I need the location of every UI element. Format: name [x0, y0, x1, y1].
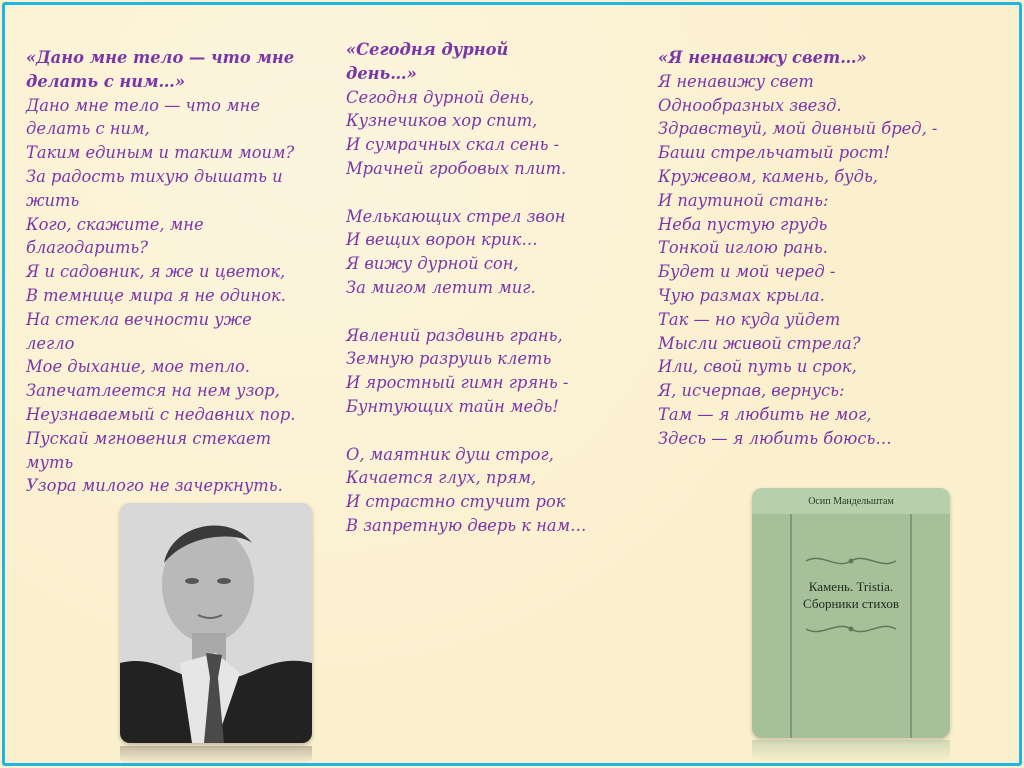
poem-line: Я и садовник, я же и цветок,	[26, 262, 286, 282]
portrait-drawing	[120, 503, 312, 743]
poem-line: легло	[26, 333, 75, 353]
poem-line: Узора милого не зачеркнуть.	[26, 476, 283, 496]
poem-line: Здесь — я любить боюсь…	[658, 428, 892, 448]
poem-line: Неба пустую грудь	[658, 214, 828, 234]
poem-line: Таким единым и таким моим?	[26, 143, 295, 163]
poem-line: Качается глух, прям,	[346, 468, 537, 488]
poem-line: Чую размах крыла.	[658, 285, 825, 305]
book-author: Осип Мандельштам	[808, 496, 894, 507]
poem-line: Кружевом, камень, будь,	[658, 166, 878, 186]
poem-line: За радость тихую дышать и	[26, 166, 283, 186]
book-title-line: Камень. Tristia.	[808, 579, 894, 594]
poem-line: Однообразных звезд.	[658, 95, 842, 115]
poem-line: И вещих ворон крик…	[346, 230, 538, 250]
portrait-reflection	[120, 746, 312, 764]
poem-title-line: «Я ненавижу свет…»	[658, 48, 867, 67]
poem-line: Мелькающих стрел звон	[346, 206, 566, 226]
poem-line: Явлений раздвинь грань,	[346, 325, 563, 345]
poem-line: благодарить?	[26, 238, 149, 258]
poem-title-line: делать с ним…»	[26, 71, 186, 91]
poem-line: И паутиной стань:	[658, 190, 829, 210]
ornament-icon	[802, 552, 900, 570]
poem-line: Мое дыхание, мое тепло.	[26, 357, 250, 377]
cover-border-line	[790, 514, 792, 738]
poem-line: Здравствуй, мой дивный бред, -	[658, 119, 938, 139]
poem-line: делать с ним,	[26, 119, 150, 139]
poem-line: Или, свой путь и срок,	[658, 357, 857, 377]
book-cover	[752, 488, 950, 738]
poem-line: Неузнаваемый с недавних пор.	[26, 404, 296, 424]
poem-line: Я вижу дурной сон,	[346, 254, 519, 274]
book-title-line: Сборники стихов	[803, 596, 899, 611]
poem-column-1	[26, 46, 295, 498]
cover-reflection	[752, 740, 950, 762]
poem-line: Баши стрельчатый рост!	[658, 143, 891, 163]
author-portrait-photo	[120, 503, 312, 743]
poem-line: Я, исчерпав, вернусь:	[658, 381, 845, 401]
poem-line: Земную разрушь клеть	[346, 349, 552, 369]
poem-line: За мигом летит миг.	[346, 277, 536, 297]
poem-title-line: «Дано мне тело — что мне	[26, 48, 295, 67]
poem-line: Я ненавижу свет	[658, 71, 814, 91]
poem-line: Тонкой иглою рань.	[658, 238, 828, 258]
poem-title-line: «Сегодня дурной	[346, 40, 509, 59]
poem-line: И яростный гимн грянь -	[346, 373, 569, 393]
stanza-gap	[346, 300, 586, 324]
poem-line: И страстно стучит рок	[346, 492, 566, 512]
poem-line: Пускай мгновения стекает	[26, 428, 272, 448]
poem-line: Бунтующих тайн медь!	[346, 396, 559, 416]
poem-column-2	[346, 38, 586, 538]
poem-line: Кого, скажите, мне	[26, 214, 204, 234]
poem-line: муть	[26, 452, 74, 472]
poem-line: Кузнечиков хор спит,	[346, 111, 538, 131]
poem-line: Будет и мой черед -	[658, 262, 836, 282]
poem-line: Так — но куда уйдет	[658, 309, 841, 329]
poem-line: Там — я любить не мог,	[658, 404, 872, 424]
poem-line: В запретную дверь к нам…	[346, 515, 587, 535]
book-title	[752, 578, 950, 612]
poem-line: Мысли живой стрела?	[658, 333, 861, 353]
poem-line: И сумрачных скал сень -	[346, 135, 560, 155]
cover-border-line	[910, 514, 912, 738]
poem-line: жить	[26, 190, 80, 210]
poem-title-line: день…»	[346, 63, 417, 83]
poem-line: Сегодня дурной день,	[346, 87, 535, 107]
poem-line: О, маятник душ строг,	[346, 444, 554, 464]
poem-line: Запечатлеется на нем узор,	[26, 381, 280, 401]
poem-line: Дано мне тело — что мне	[26, 95, 260, 115]
poem-line: В темнице мира я не одинок.	[26, 285, 286, 305]
poem-line: На стекла вечности уже	[26, 309, 252, 329]
poem-column-3	[658, 46, 937, 451]
poem-line: Мрачней гробовых плит.	[346, 158, 567, 178]
ornament-icon	[802, 620, 900, 638]
stanza-gap	[346, 181, 586, 205]
stanza-gap	[346, 419, 586, 443]
